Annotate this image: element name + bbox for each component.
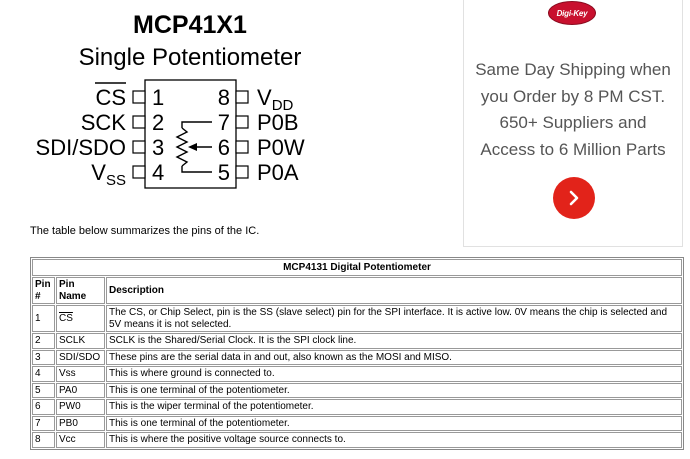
pin-stub-8 bbox=[236, 91, 248, 103]
cell-name: Vcc bbox=[56, 432, 105, 448]
cell-name: Vss bbox=[56, 366, 105, 382]
cell-desc: The CS, or Chip Select, pin is the SS (slave select) pin for the SPI interface. It is active low. 0V means the chip is selected and 5V means it is not selected. bbox=[106, 305, 682, 332]
table-caption: MCP4131 Digital Potentiometer bbox=[32, 259, 682, 276]
chip-title: MCP41X1 bbox=[133, 11, 247, 39]
pin-label-3: SDI/SDO bbox=[35, 135, 126, 160]
cell-desc: This is where ground is connected to. bbox=[106, 366, 682, 382]
table-row bbox=[32, 399, 682, 415]
table-row bbox=[32, 333, 682, 349]
cell-name: PA0 bbox=[56, 383, 105, 399]
table-row bbox=[32, 416, 682, 432]
table-row bbox=[32, 383, 682, 399]
resistor-wire-bottom bbox=[182, 166, 212, 172]
cell-pin: 8 bbox=[32, 432, 55, 448]
left-pin-stubs bbox=[133, 91, 145, 178]
pinout-diagram bbox=[0, 0, 460, 215]
cell-name: SDI/SDO bbox=[56, 350, 105, 366]
table-row bbox=[32, 432, 682, 448]
pin-label-8-sub: DD bbox=[271, 97, 294, 114]
ad-line: you Order by 8 PM CST. bbox=[480, 86, 666, 106]
pin-stub-1 bbox=[133, 91, 145, 103]
cell-desc: This is where the positive voltage source connects to. bbox=[106, 432, 682, 448]
pin-stub-3 bbox=[133, 141, 145, 153]
pin-stub-2 bbox=[133, 116, 145, 128]
wiper-arrow bbox=[188, 143, 197, 151]
cell-desc: This is the wiper terminal of the potentiometer. bbox=[106, 399, 682, 415]
pin-number-8: 8 bbox=[217, 85, 230, 110]
right-pin-stubs bbox=[236, 91, 248, 178]
pin-label-8-main: V bbox=[257, 85, 272, 110]
cell-name: $\overline{CS}$ bbox=[56, 305, 105, 332]
cell-pin: 3 bbox=[32, 350, 55, 366]
ad-next-button[interactable] bbox=[553, 177, 595, 219]
cell-name: PB0 bbox=[56, 416, 105, 432]
digikey-logo[interactable] bbox=[548, 1, 596, 25]
pin-number-4: 4 bbox=[152, 160, 165, 185]
pin-number-1: 1 bbox=[152, 85, 165, 110]
pin-label-2: SCK bbox=[80, 110, 126, 135]
ad-line: Access to 6 Million Parts bbox=[480, 139, 666, 159]
ad-text bbox=[464, 57, 682, 163]
pin-number-7: 7 bbox=[217, 110, 230, 135]
ad-line: 650+ Suppliers and bbox=[499, 113, 647, 132]
pin-number-5: 5 bbox=[217, 160, 230, 185]
table-row bbox=[32, 305, 682, 332]
pin-label-4-sub: SS bbox=[105, 172, 126, 189]
cell-desc: This is one terminal of the potentiometer. bbox=[106, 383, 682, 399]
cell-desc: These pins are the serial data in and out, also known as the MOSI and MISO. bbox=[106, 350, 682, 366]
cell-pin: 6 bbox=[32, 399, 55, 415]
header-pin-name: Pin Name bbox=[56, 277, 105, 304]
cell-pin: 7 bbox=[32, 416, 55, 432]
pin-table bbox=[30, 257, 684, 450]
cell-pin: 4 bbox=[32, 366, 55, 382]
intro-text: The table below summarizes the pins of the IC. bbox=[30, 225, 260, 237]
ad-line: Same Day Shipping when bbox=[475, 60, 671, 79]
digikey-logo-text: Digi-Key bbox=[556, 8, 588, 18]
resistor-zigzag bbox=[177, 128, 187, 166]
cell-name: PW0 bbox=[56, 399, 105, 415]
pin-stub-5 bbox=[236, 166, 248, 178]
table-row bbox=[32, 366, 682, 382]
table-row bbox=[32, 350, 682, 366]
pin-label-5: P0A bbox=[257, 160, 299, 185]
pin-number-3: 3 bbox=[152, 135, 165, 160]
pin-label-7: P0B bbox=[257, 110, 299, 135]
cell-pin: 5 bbox=[32, 383, 55, 399]
chip-subtitle: Single Potentiometer bbox=[78, 44, 302, 71]
pin-number-2: 2 bbox=[152, 110, 165, 135]
cell-desc: SCLK is the Shared/Serial Clock. It is the SPI clock line. bbox=[106, 333, 682, 349]
pin-stub-6 bbox=[236, 141, 248, 153]
ad-panel[interactable] bbox=[463, 0, 683, 247]
header-pin-number: Pin # bbox=[32, 277, 55, 304]
header-description: Description bbox=[106, 277, 682, 304]
cell-name: SCLK bbox=[56, 333, 105, 349]
chevron-right-icon bbox=[566, 189, 582, 207]
pin-label-6: P0W bbox=[257, 135, 305, 160]
cell-pin: 2 bbox=[32, 333, 55, 349]
pin-label-4-main: V bbox=[91, 160, 106, 185]
pin-stub-4 bbox=[133, 166, 145, 178]
pin-number-6: 6 bbox=[217, 135, 230, 160]
cell-pin: 1 bbox=[32, 305, 55, 332]
cell-desc: This is one terminal of the potentiometer. bbox=[106, 416, 682, 432]
resistor-wire-top bbox=[182, 122, 212, 128]
pin-label-4 bbox=[91, 160, 126, 189]
pin-label-1: CS bbox=[95, 85, 126, 110]
pin-stub-7 bbox=[236, 116, 248, 128]
